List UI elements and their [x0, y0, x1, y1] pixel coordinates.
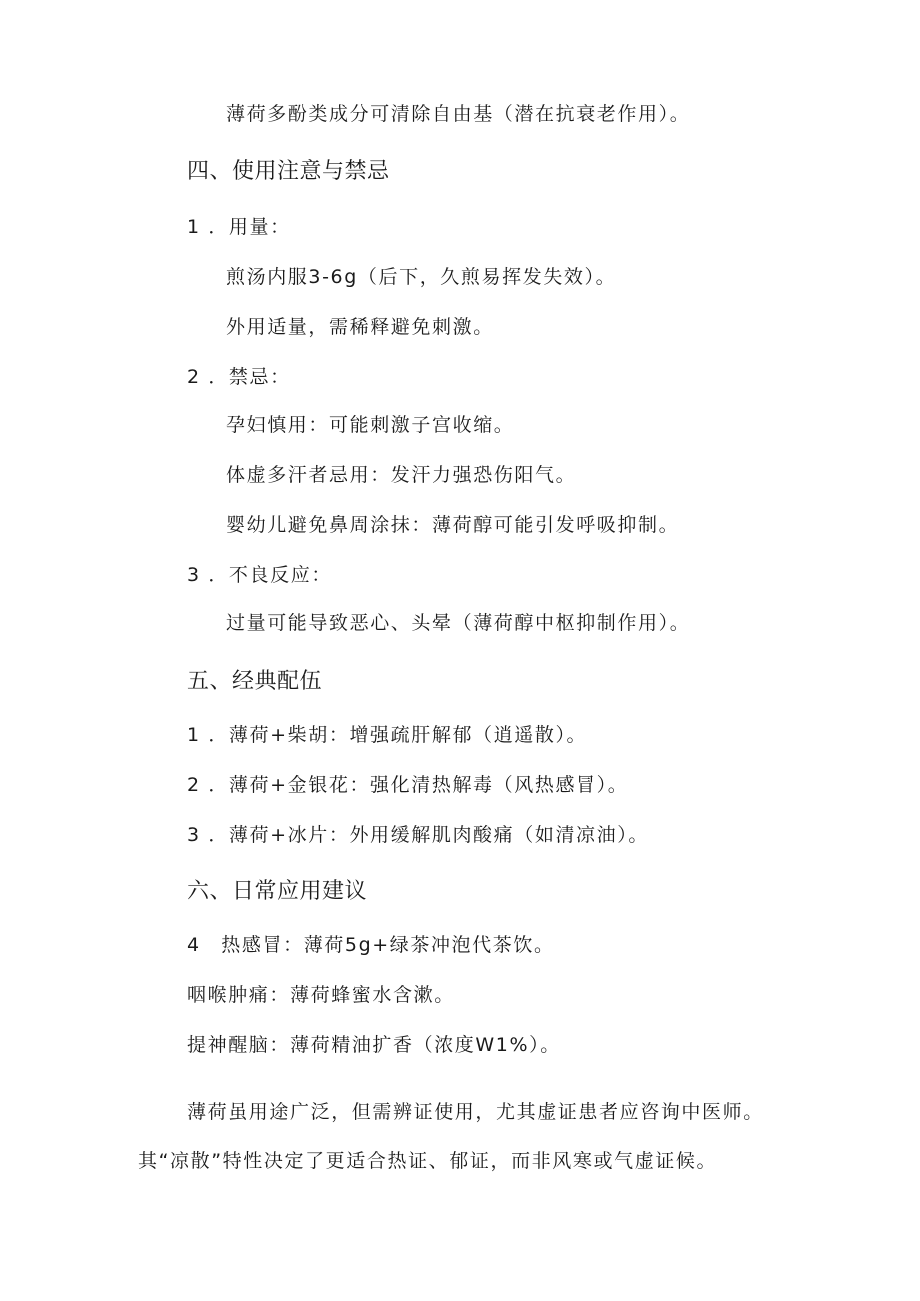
section-4-item-3-line-1: 过量可能导致恶心、头晕（薄荷醇中枢抑制作用）。 [226, 612, 691, 634]
section-6-item-1: 4 热感冒：薄荷5g+绿茶冲泡代茶饮。 [187, 934, 555, 956]
intro-line: 薄荷多酚类成分可清除自由基（潜在抗衰老作用）。 [226, 103, 691, 125]
conclusion-line-1: 薄荷虽用途广泛，但需辨证使用，尤其虚证患者应咨询中医师。 [187, 1101, 764, 1123]
conclusion-line-2: 其“凉散”特性决定了更适合热证、郁证，而非风寒或气虚证候。 [138, 1150, 718, 1172]
section-4-item-2-line-2: 体虚多汗者忌用：发汗力强恐伤阳气。 [226, 464, 577, 486]
section-6-heading: 六、日常应用建议 [187, 879, 368, 904]
section-4-item-2-label: 2 ．禁忌： [187, 366, 291, 388]
section-4-item-1-line-1: 煎汤内服3-6g（后下，久煎易挥发失效）。 [226, 266, 617, 288]
section-4-item-3-label: 3 ．不良反应： [187, 564, 332, 586]
section-4-item-2-line-3: 婴幼儿避免鼻周涂抹：薄荷醇可能引发呼吸抑制。 [226, 514, 680, 536]
section-4-heading: 四、使用注意与禁忌 [187, 159, 390, 184]
section-5-item-2: 2 ．薄荷+金银花：强化清热解毒（风热感冒）。 [187, 774, 629, 796]
section-4-item-1-line-2: 外用适量，需稀释避免刺激。 [226, 316, 494, 338]
section-6-item-2: 咽喉肿痛：薄荷蜂蜜水含漱。 [187, 984, 455, 1006]
section-4-item-2-line-1: 孕妇慎用：可能刺激子宫收缩。 [226, 414, 515, 436]
section-6-item-3: 提神醒脑：薄荷精油扩香（浓度W1%）。 [187, 1034, 561, 1056]
section-5-item-3: 3 ．薄荷+冰片：外用缓解肌肉酸痛（如清凉油）。 [187, 824, 649, 846]
section-5-heading: 五、经典配伍 [187, 669, 323, 694]
section-5-item-1: 1 ．薄荷+柴胡：增强疏肝解郁（逍遥散）。 [187, 724, 588, 746]
section-4-item-1-label: 1 ．用量： [187, 216, 291, 238]
